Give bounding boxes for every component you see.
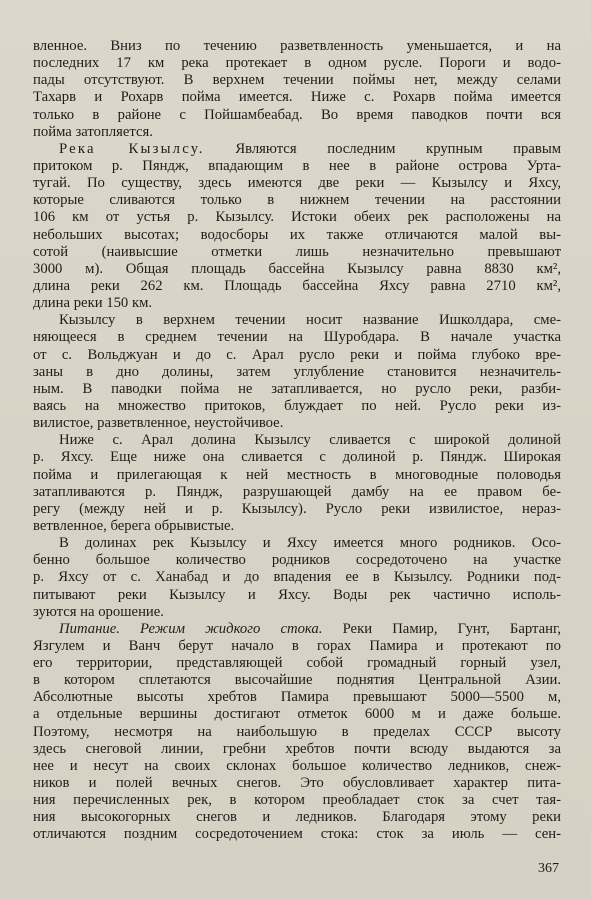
text-line: ников и полей вечных снегов. Это обусловливает характер пита- (33, 775, 561, 792)
text-line: ваясь на множество притоков, блуждает по ней. Русло реки из- (33, 397, 561, 414)
text-line: пойма затопляется. (33, 123, 153, 140)
text-line (33, 621, 561, 638)
text-line: тугай. По существу, здесь имеются две реки — Кызылсу и Яхсу, (33, 175, 561, 192)
text-line: Тахарв и Рохарв пойма имеется. Ниже с. Рохарв пойма имеется (33, 89, 561, 106)
text-line: р. Яхсу от с. Ханабад и до впадения ее в Кызылсу. Родники под- (33, 569, 561, 586)
text-line (33, 141, 561, 158)
text-line: а отдельные вершины достигают отметок 6000 м и даже больше. (33, 706, 561, 723)
text-line: Кызылсу в верхнем течении носит название Ишколдара, сме- (59, 312, 561, 329)
text-line: последних 17 км река протекает в одном русле. Пороги и водо- (33, 55, 561, 72)
text-line-rest: Реки Памир, Гунт, Бартанг, (342, 620, 562, 637)
text-line: Абсолютные высоты хребтов Памира превышают 5000—5500 м, (33, 689, 561, 706)
text-line: вленное. Вниз по течению разветвленность уменьшается, и на (33, 38, 561, 54)
text-line: 3000 м). Общая площадь бассейна Кызылсу равна 8830 км², (33, 260, 561, 277)
text-line: 106 км от устья р. Кызылсу. Истоки обеих рек расположены на (33, 209, 561, 226)
text-line: Ниже с. Арал долина Кызылсу сливается с широкой долиной (59, 432, 561, 449)
section-lead-river: Река Кызылсу. (59, 140, 205, 157)
text-line: няющееся в среднем течении на Шуробдара. В начале участка (33, 329, 561, 346)
text-line: ветвленное, берега обрывистые. (33, 517, 235, 534)
text-line: притоком р. Пяндж, впадающим в нее в районе острова Урта- (33, 157, 561, 174)
text-line: пойма и прилегающая к ней местность в многоводные половодья (33, 466, 561, 483)
text-line: регу (между ней и р. Кызылсу). Русло реки извилистое, нераз- (33, 500, 561, 517)
text-line: сотой (наивысшие отметки лишь незначительно превышают (33, 243, 561, 260)
section-lead-regime: Питание. Режим жидкого стока. (59, 620, 323, 637)
text-line: отличаются поздним сосредоточением стока: сток за июль — сен- (33, 826, 561, 843)
text-line: бенно большое количество родников сосредоточено на участке (33, 552, 561, 569)
text-line: которые сливаются только в нижнем течении на расстоянии (33, 192, 561, 209)
text-line: нее и несут на своих склонах большое количество ледников, снеж- (33, 757, 561, 774)
text-line: затапливаются р. Пяндж, разрушающей дамбу на ее правом бе- (33, 483, 561, 500)
text-line: питывают реки Кызылсу и Яхсу. Воды рек частично исполь- (33, 586, 561, 603)
text-body (33, 38, 561, 844)
text-line: длина реки 150 км. (33, 295, 153, 312)
text-line: от с. Вольджуан и до с. Арал русло реки и пойма глубоко вре- (33, 346, 561, 363)
text-line: только в районе с Пойшамбеабад. Во время паводков почти вся (33, 106, 561, 123)
text-line: В долинах рек Кызылсу и Яхсу имеется много родников. Осо- (59, 535, 561, 552)
text-line: небольших высотах; водосборы их также отличаются малой вы- (33, 226, 561, 243)
text-line: в котором сплетаются высочайшие поднятия Центральной Азии. (33, 672, 561, 689)
text-line: ным. В паводки пойма не затапливается, но русло реки, разби- (33, 380, 561, 397)
text-line-rest: Являются последним крупным правым (235, 140, 562, 157)
text-line: Язгулем и Ванч берут начало в горах Памира и протекают по (33, 637, 561, 654)
text-line: пады отсутствуют. В верхнем течении поймы нет, между селами (33, 72, 561, 89)
text-line: ния перечисленных рек, в котором преобладает сток за счет тая- (33, 792, 561, 809)
text-line: р. Яхсу. Еще ниже она сливается с долиной р. Пяндж. Широкая (33, 449, 561, 466)
text-line: ния высокогорных снегов и ледников. Благодаря этому реки (33, 809, 561, 826)
text-line: длина реки 262 км. Площадь бассейна Яхсу равна 2710 км², (33, 277, 561, 294)
text-line: Поэтому, несмотря на наибольшую в пределах СССР высоту (33, 723, 561, 740)
text-line: зуются на орошение. (33, 603, 164, 620)
page-number: 367 (538, 861, 559, 876)
text-line: здесь снеговой линии, гребни хребтов почти всюду выдаются за (33, 740, 561, 757)
text-line: вилистое, разветвленное, неустойчивое. (33, 415, 284, 432)
text-line: заны в дно долины, затем углубление становится незначитель- (33, 363, 561, 380)
text-line: его территории, представляющей собой громадный горный узел, (33, 655, 561, 672)
